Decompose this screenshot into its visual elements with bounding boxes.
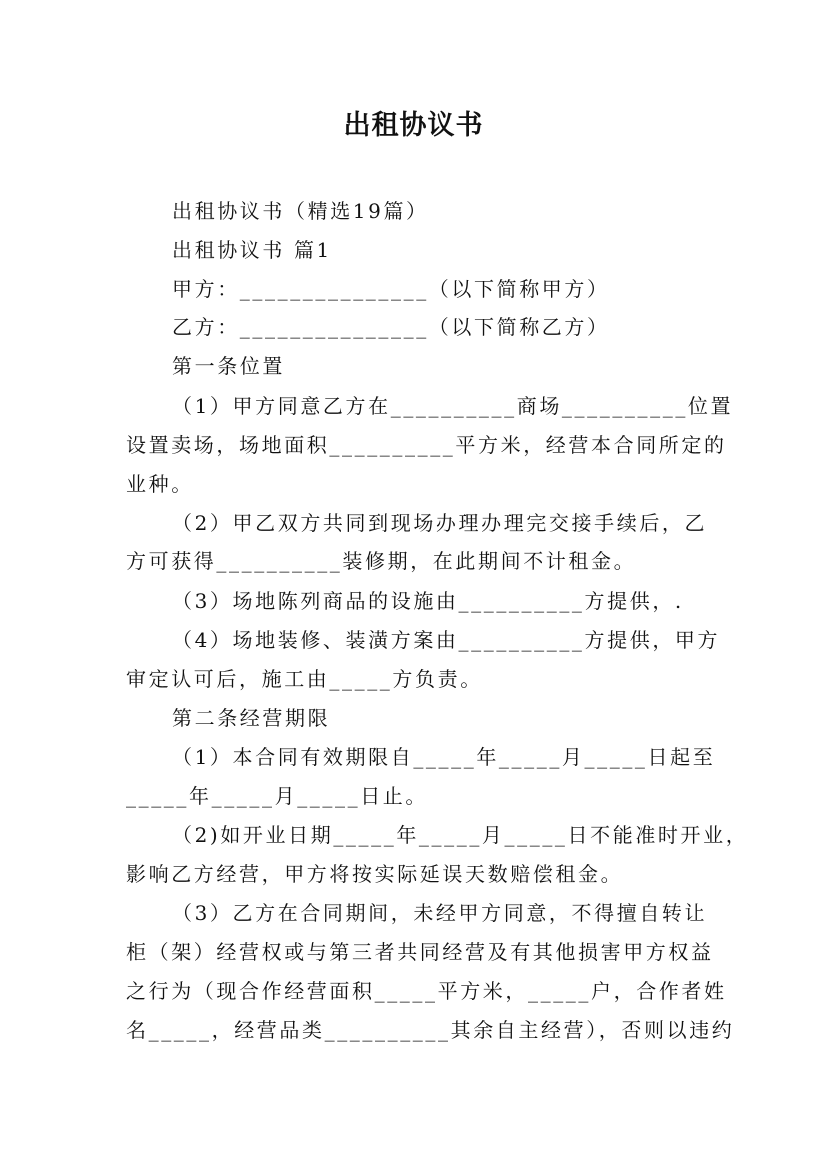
article-heading: 第一条位置 [172, 354, 285, 378]
section-heading: 出租协议书 篇1 [172, 238, 332, 262]
paragraph-line: 方可获得__________装修期，在此期间不计租金。 [126, 549, 637, 573]
party-a-line: 甲方：_______________（以下简称甲方） [172, 277, 610, 301]
paragraph-line: （2）甲乙双方共同到现场办理办理完交接手续后，乙 [172, 511, 708, 535]
paragraph-line: （2)如开业日期_____年_____月_____日不能准时开业， [172, 823, 749, 847]
party-b-line: 乙方：_______________（以下简称乙方） [172, 315, 610, 339]
document-title: 出租协议书 [343, 110, 484, 141]
paragraph-line: _____年_____月_____日止。 [126, 784, 428, 808]
paragraph-line: 之行为（现合作经营面积_____平方米，_____户，合作者姓 [126, 979, 727, 1003]
paragraph-line: （1）本合同有效期限自_____年_____月_____日起至 [172, 745, 716, 769]
paragraph-line: （3）场地陈列商品的设施由__________方提供，. [172, 589, 684, 613]
paragraph-line: 业种。 [126, 472, 194, 496]
paragraph-line: （4）场地装修、装潢方案由__________方提供，甲方 [172, 628, 721, 652]
article-heading: 第二条经营期限 [172, 706, 331, 730]
paragraph-line: （3）乙方在合同期间，未经甲方同意，不得擅自转让 [172, 901, 708, 925]
paragraph-line: 影响乙方经营，甲方将按实际延误天数赔偿租金。 [126, 862, 624, 886]
subtitle-line: 出租协议书（精选19篇） [172, 199, 429, 223]
paragraph-line: （1）甲方同意乙方在__________商场__________位置 [172, 394, 734, 418]
paragraph-line: 审定认可后，施工由_____方负责。 [126, 667, 483, 691]
paragraph-line: 柜（架）经营权或与第三者共同经营及有其他损害甲方权益 [126, 940, 714, 964]
paragraph-line: 名_____，经营品类__________其余自主经营），否则以违约 [126, 1018, 735, 1042]
paragraph-line: 设置卖场，场地面积__________平方米，经营本合同所定的 [126, 433, 727, 457]
